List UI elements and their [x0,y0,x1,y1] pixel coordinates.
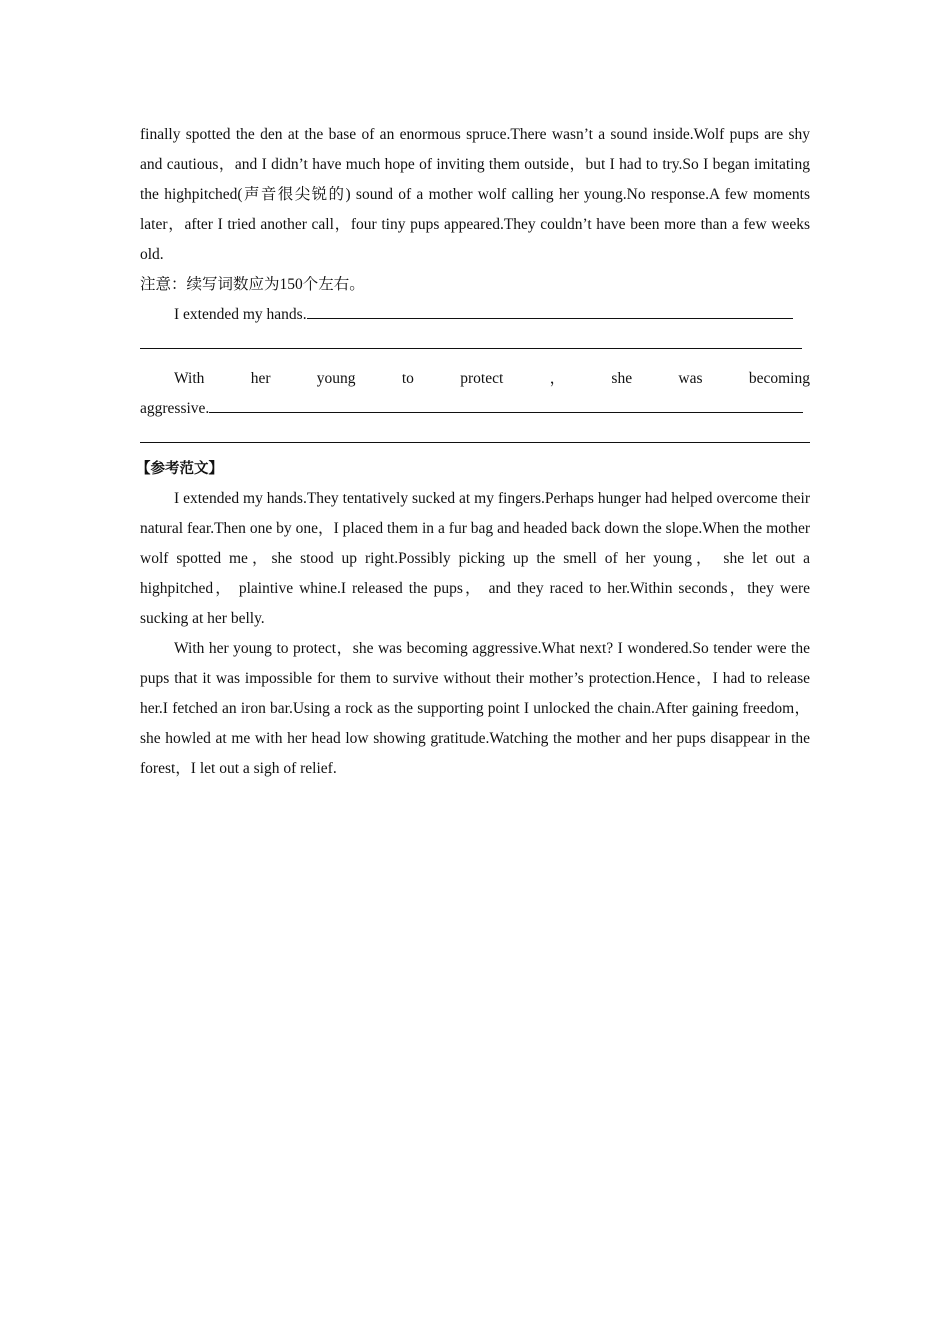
answer-line [140,330,810,360]
prompt-word: With [174,370,205,387]
prompt-word: young [316,370,356,387]
prompt-word: she [611,370,633,387]
prompt-line-1 [140,300,810,330]
prompt-word: ， [549,370,566,387]
answer-line [140,424,810,454]
prompt-line-2-tail [140,394,810,424]
answer-blank[interactable] [209,396,803,413]
reference-paragraph-1: I extended my hands.They tentatively sucked at my fingers.Perhaps hunger had helped overcome their natural fear.Then one by one，I placed them in a fur bag and headed back down the slope.When the mother wolf spotted me，she stood up right.Possibly picking up the smell of her young， she let out a highpitched， plaintive whine.I released the pups， and they raced to her.Within seconds，they were sucking at her belly. [140,490,810,627]
prompt-first-sentence: I extended my hands. [174,306,307,323]
prompt-word: protect [460,370,504,387]
prompt-word: to [401,370,414,387]
prompt-word: her [250,370,271,387]
answer-blank[interactable] [140,332,802,349]
word-count-note: 注意：续写词数应为150个左右。 [140,276,365,293]
reference-paragraph-2: With her young to protect，she was becoming aggressive.What next? I wondered.So tender were the pups that it was impossible for them to survive without their mother’s protection.Hence，I had to release her.I fetched an iron bar.Using a rock as the supporting point I unlocked the chain.After gaining freedom， she howled at me with her head low showing gratitude.Watching the mother and her pups disappear in the forest，I let out a sigh of relief. [140,640,810,777]
prompt-second-tail: aggressive. [140,400,210,417]
passage-paragraph: finally spotted the den at the base of an enormous spruce.There wasn’t a sound inside.Wolf pups are shy and cautious，and I didn’t have much hope of inviting them outside，but I had to try.So I began imitating the highpitched(声音很尖锐的) sound of a mother wolf calling her young.No response.A few moments later，after I tried another call，four tiny pups appeared.They couldn’t have been more than a few weeks old. [140,126,810,263]
document-page [136,120,810,784]
prompt-word: becoming [748,370,810,387]
answer-blank[interactable] [140,426,810,443]
reference-heading: 【参考范文】 [136,461,223,477]
prompt-word: was [678,370,703,387]
prompt-line-2 [140,364,810,394]
answer-blank[interactable] [307,302,793,319]
